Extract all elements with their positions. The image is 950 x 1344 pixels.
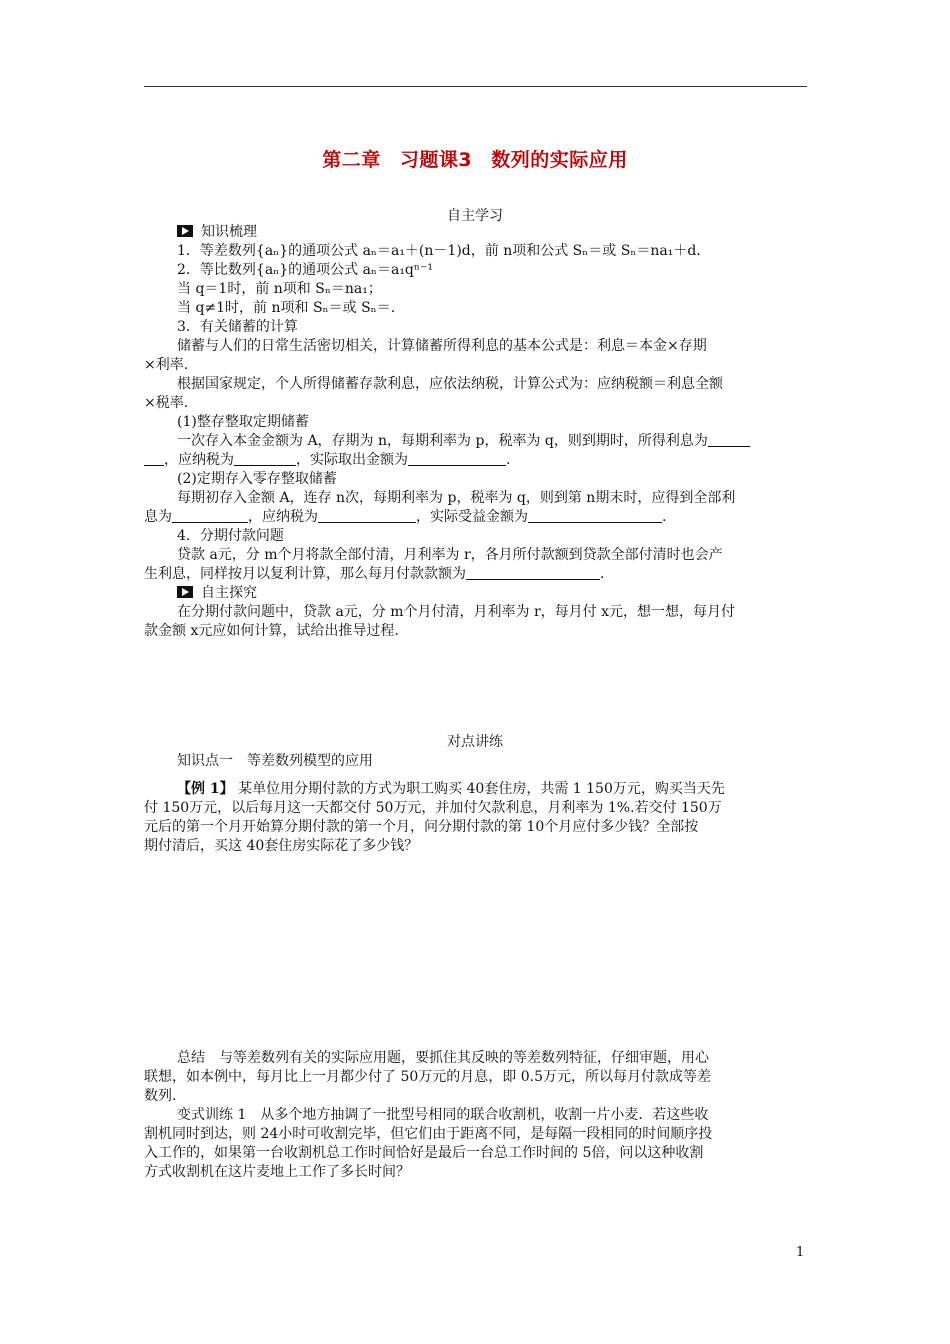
item-4-line2: 生利息，同样按月以复利计算，那么每月付款款额为 . — [144, 566, 605, 582]
sub-1-heading: (1)整存整取定期储蓄 — [177, 414, 309, 430]
explore-line2: 款金额 x元应如何计算，试给出推导过程. — [144, 623, 399, 639]
example-line1: 【例 1】 某单位用分期付款的方式为职工购买 40套住房，共需 1 150万元，购买当天先 — [177, 781, 725, 797]
summary — [144, 1049, 807, 1106]
item-3-p2-line1: 根据国家规定，个人所得储蓄存款利息，应依法纳税，计算公式为：应纳税额＝利息全额 — [177, 376, 723, 392]
sub-1-line2: ，应纳税为 ，实际取出金额为 . — [144, 451, 807, 470]
play-arrow-icon — [177, 586, 193, 598]
answer-blank — [708, 433, 750, 447]
answer-blank — [144, 452, 164, 466]
variant-line1: 变式训练 1 从多个地方抽调了一批型号相同的联合收割机，收割一片小麦．若这些收 — [177, 1107, 709, 1123]
sub-2-line1: 每期初存入金额 A，连存 n次，每期利率为 p，税率为 q，则到第 n期末时，应得到全部利 — [177, 490, 736, 506]
explore-line1: 在分期付款问题中，贷款 a元，分 m个月付清，月利率为 r，每月付 x元，想一想，每月付 — [177, 604, 736, 620]
item-3-p1-line2: ×利率. — [144, 357, 189, 373]
item-3: 3．有关储蓄的计算 — [177, 319, 298, 335]
example-line4: 期付清后，买这 40套住房实际花了多少钱？ — [144, 838, 419, 854]
page-number: 1 — [796, 1245, 805, 1260]
example-line2: 付 150万元，以后每月这一天都交付 50万元，并加付欠款利息，月利率为 1%.若交付 150万 — [144, 800, 722, 816]
self-study-body — [144, 223, 807, 641]
play-arrow-icon — [177, 225, 193, 237]
summary-line1: 总结 与等差数列有关的实际应用题，要抓住其反映的等差数列特征，仔细审题，用心 — [177, 1050, 709, 1066]
example-tag: 【例 1】 — [177, 781, 234, 797]
item-1: 1．等差数列{aₙ}的通项公式 aₙ＝a₁＋(n－1)d，前 n项和公式 Sₙ＝或 Sₙ＝na₁＋d. — [177, 243, 701, 259]
section-heading-self-study: 自主学习 — [447, 208, 503, 224]
summary-line2: 联想，如本例中，每月比上一月都少付了 50万元的月息，即 0.5万元，所以每月付款成等差 — [144, 1069, 711, 1085]
answer-blank — [408, 452, 506, 466]
variant-exercise-1 — [144, 1106, 807, 1182]
variant-line2: 割机同时到达，则 24小时可收割完毕，但它们由于距离不同，是每隔一段相同的时间顺序投 — [144, 1126, 713, 1142]
variant-line4: 方式收割机在这片麦地上工作了多长时间？ — [144, 1164, 410, 1180]
sub-2-line2: 息为 ，应纳税为 ，实际受益金额为 . — [144, 509, 667, 525]
answer-blank — [466, 566, 600, 580]
chapter-label: 第二章 — [322, 149, 381, 171]
sub-2-heading: (2)定期存入零存整取储蓄 — [177, 471, 337, 487]
answer-blank — [528, 509, 662, 523]
example-line3: 元后的第一个月开始算分期付款的第一个月，问分期付款的第 10个月应付多少钱？全部按 — [144, 819, 699, 835]
example-1 — [144, 780, 807, 856]
answer-blank — [318, 509, 416, 523]
lesson-label: 习题课3 — [399, 149, 473, 171]
item-3-p2-line2: ×税率. — [144, 395, 189, 411]
answer-blank — [172, 509, 248, 523]
item-2-case-b: 当 q≠1时，前 n项和 Sₙ＝或 Sₙ＝. — [177, 300, 396, 316]
answer-blank — [234, 452, 296, 466]
item-2: 2．等比数列{aₙ}的通项公式 aₙ＝a₁qⁿ⁻¹ — [177, 262, 433, 278]
header-rule — [144, 86, 807, 87]
item-3-p1-line1: 储蓄与人们的日常生活密切相关，计算储蓄所得利息的基本公式是：利息＝本金×存期 — [177, 338, 707, 354]
item-4: 4．分期付款问题 — [177, 528, 284, 544]
page-title — [0, 145, 950, 172]
variant-line3: 入工作的，如果第一台收割机总工作时间恰好是最后一台总工作时间的 5倍，问以这种收割 — [144, 1145, 704, 1161]
item-4-line1: 贷款 a元，分 m个月将款全部付清，月利率为 r，各月所付款额到贷款全部付清时也会产 — [177, 547, 723, 563]
summary-line3: 数列. — [144, 1088, 177, 1104]
topic-label: 数列的实际应用 — [491, 149, 628, 171]
explore-heading: 自主探究 — [144, 584, 807, 603]
knowledge-heading: 知识梳理 — [144, 223, 807, 242]
knowledge-point-1: 知识点一 等差数列模型的应用 — [177, 753, 373, 769]
item-2-case-a: 当 q＝1时，前 n项和 Sₙ＝na₁； — [177, 281, 382, 297]
section-heading-practice: 对点讲练 — [447, 734, 503, 750]
sub-1-line1: 一次存入本金金额为 A，存期为 n，每期利率为 p，税率为 q，则到期时，所得利息为 — [144, 432, 807, 451]
